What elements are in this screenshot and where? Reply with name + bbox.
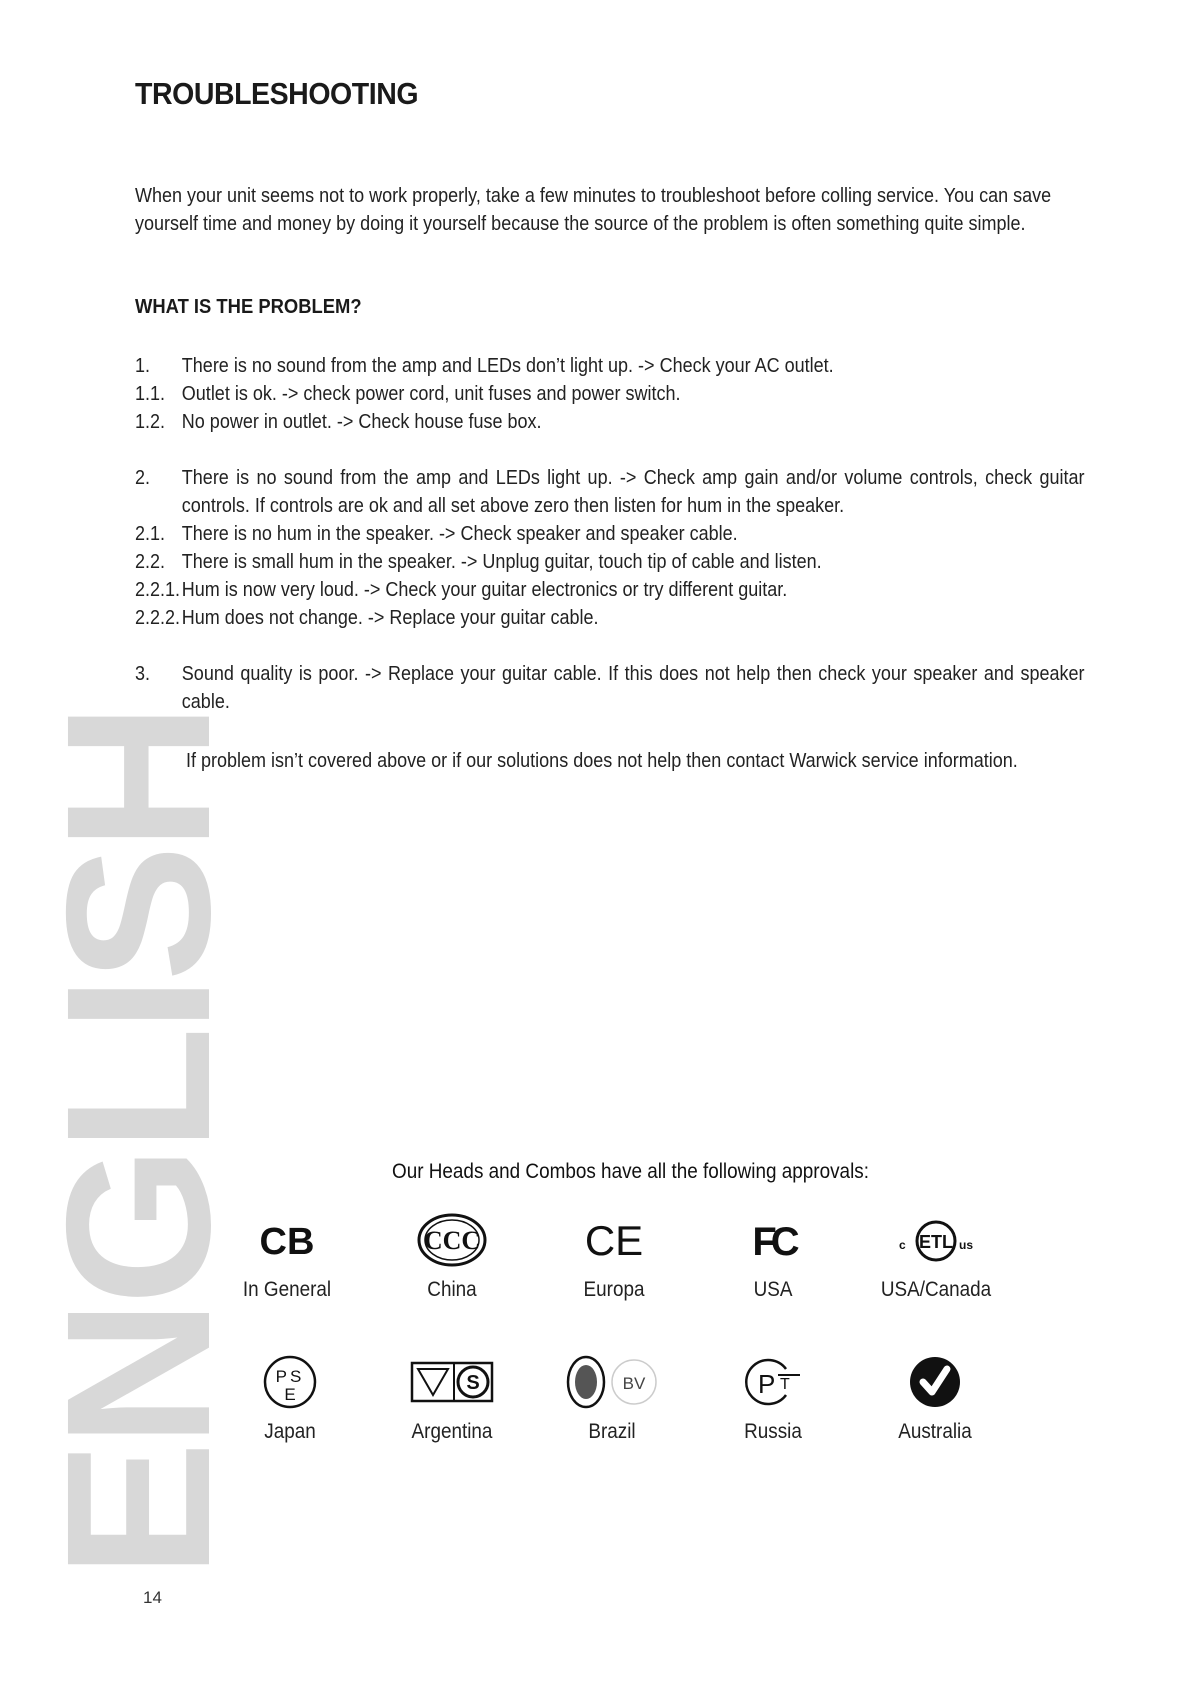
approval-mark: PS E Japan [215,1348,365,1444]
problem-item: 2.2.2. Hum does not change. -> Replace your guitar cable. [135,607,599,629]
problem-item: 2.1. There is no hum in the speaker. -> Check speaker and speaker cable. [135,523,738,545]
section-heading: WHAT IS THE PROBLEM? [135,296,362,318]
svg-text:P: P [758,1369,776,1399]
svg-text:c: c [899,1238,906,1252]
fcc-mark-icon [698,1206,848,1274]
svg-text:CE: CE [584,1217,644,1264]
etl-mark-icon [861,1206,1011,1274]
problem-item: 3. Sound quality is poor. -> Replace your guitar cable. If this does not help then check your speaker and speaker cable. [135,663,1085,713]
page-number: 14 [143,1588,162,1607]
ccc-mark-icon [377,1206,527,1274]
svg-text:T: T [780,1376,790,1393]
approvals-heading: Our Heads and Combos have all the following approvals: [392,1160,869,1183]
svg-text:PS: PS [275,1367,305,1386]
problem-item: 1. There is no sound from the amp and LEDs don’t light up. -> Check your AC outlet. [135,355,834,377]
ce-mark-icon [539,1206,689,1274]
problem-item: 2. There is no sound from the amp and LEDs light up. -> Check amp gain and/or volume controls, check guitar controls. If controls are ok and all set above zero then listen for hum in the speaker. [135,467,1085,517]
intro-paragraph: When your unit seems not to work properly, take a few minutes to troubleshoot before colling service. You can save yourself time and money by doing it yourself because the source of the problem is often something quite simple. [135,185,1052,235]
approval-mark: S Argentina [377,1348,527,1444]
svg-text:BV: BV [622,1374,646,1393]
approval-mark: BV Brazil [537,1348,687,1444]
page-title: TROUBLESHOOTING [135,76,419,111]
problem-item: 1.1. Outlet is ok. -> check power cord, unit fuses and power switch. [135,383,681,405]
svg-text:FC: FC [752,1220,794,1264]
svg-text:E: E [284,1385,296,1404]
cb-mark-icon [212,1206,362,1274]
c-tick-mark-icon [860,1348,1010,1416]
svg-text:us: us [959,1238,974,1252]
svg-text:CB: CB [259,1221,315,1262]
approval-mark: CCC China [377,1206,527,1302]
language-side-label: ENGLISH [24,708,253,1578]
pct-mark-icon [698,1348,848,1416]
problem-list [135,352,1085,716]
problem-item: 1.2. No power in outlet. -> Check house fuse box. [135,411,542,433]
approval-mark: Australia [860,1348,1010,1444]
problem-item: 2.2. There is small hum in the speaker. -> Unplug guitar, touch tip of cable and listen. [135,551,822,573]
approval-mark: FC USA [698,1206,848,1302]
problem-item: 2.2.1. Hum is now very loud. -> Check your guitar electronics or try different guitar. [135,579,788,601]
closing-note: If problem isn’t covered above or if our solutions does not help then contact Warwick service information. [186,750,1018,772]
svg-text:S: S [466,1372,480,1394]
svg-text:CCC: CCC [423,1226,481,1255]
pse-mark-icon [215,1348,365,1416]
approval-mark: P T Russia [698,1348,848,1444]
approval-mark: CB In General [212,1206,362,1302]
svg-text:ETL: ETL [919,1232,953,1252]
iram-s-mark-icon [377,1348,527,1416]
approval-mark: CE Europa [539,1206,689,1302]
approval-mark: c ETL us USA/Canada [861,1206,1011,1302]
inmetro-bv-mark-icon [537,1348,687,1416]
